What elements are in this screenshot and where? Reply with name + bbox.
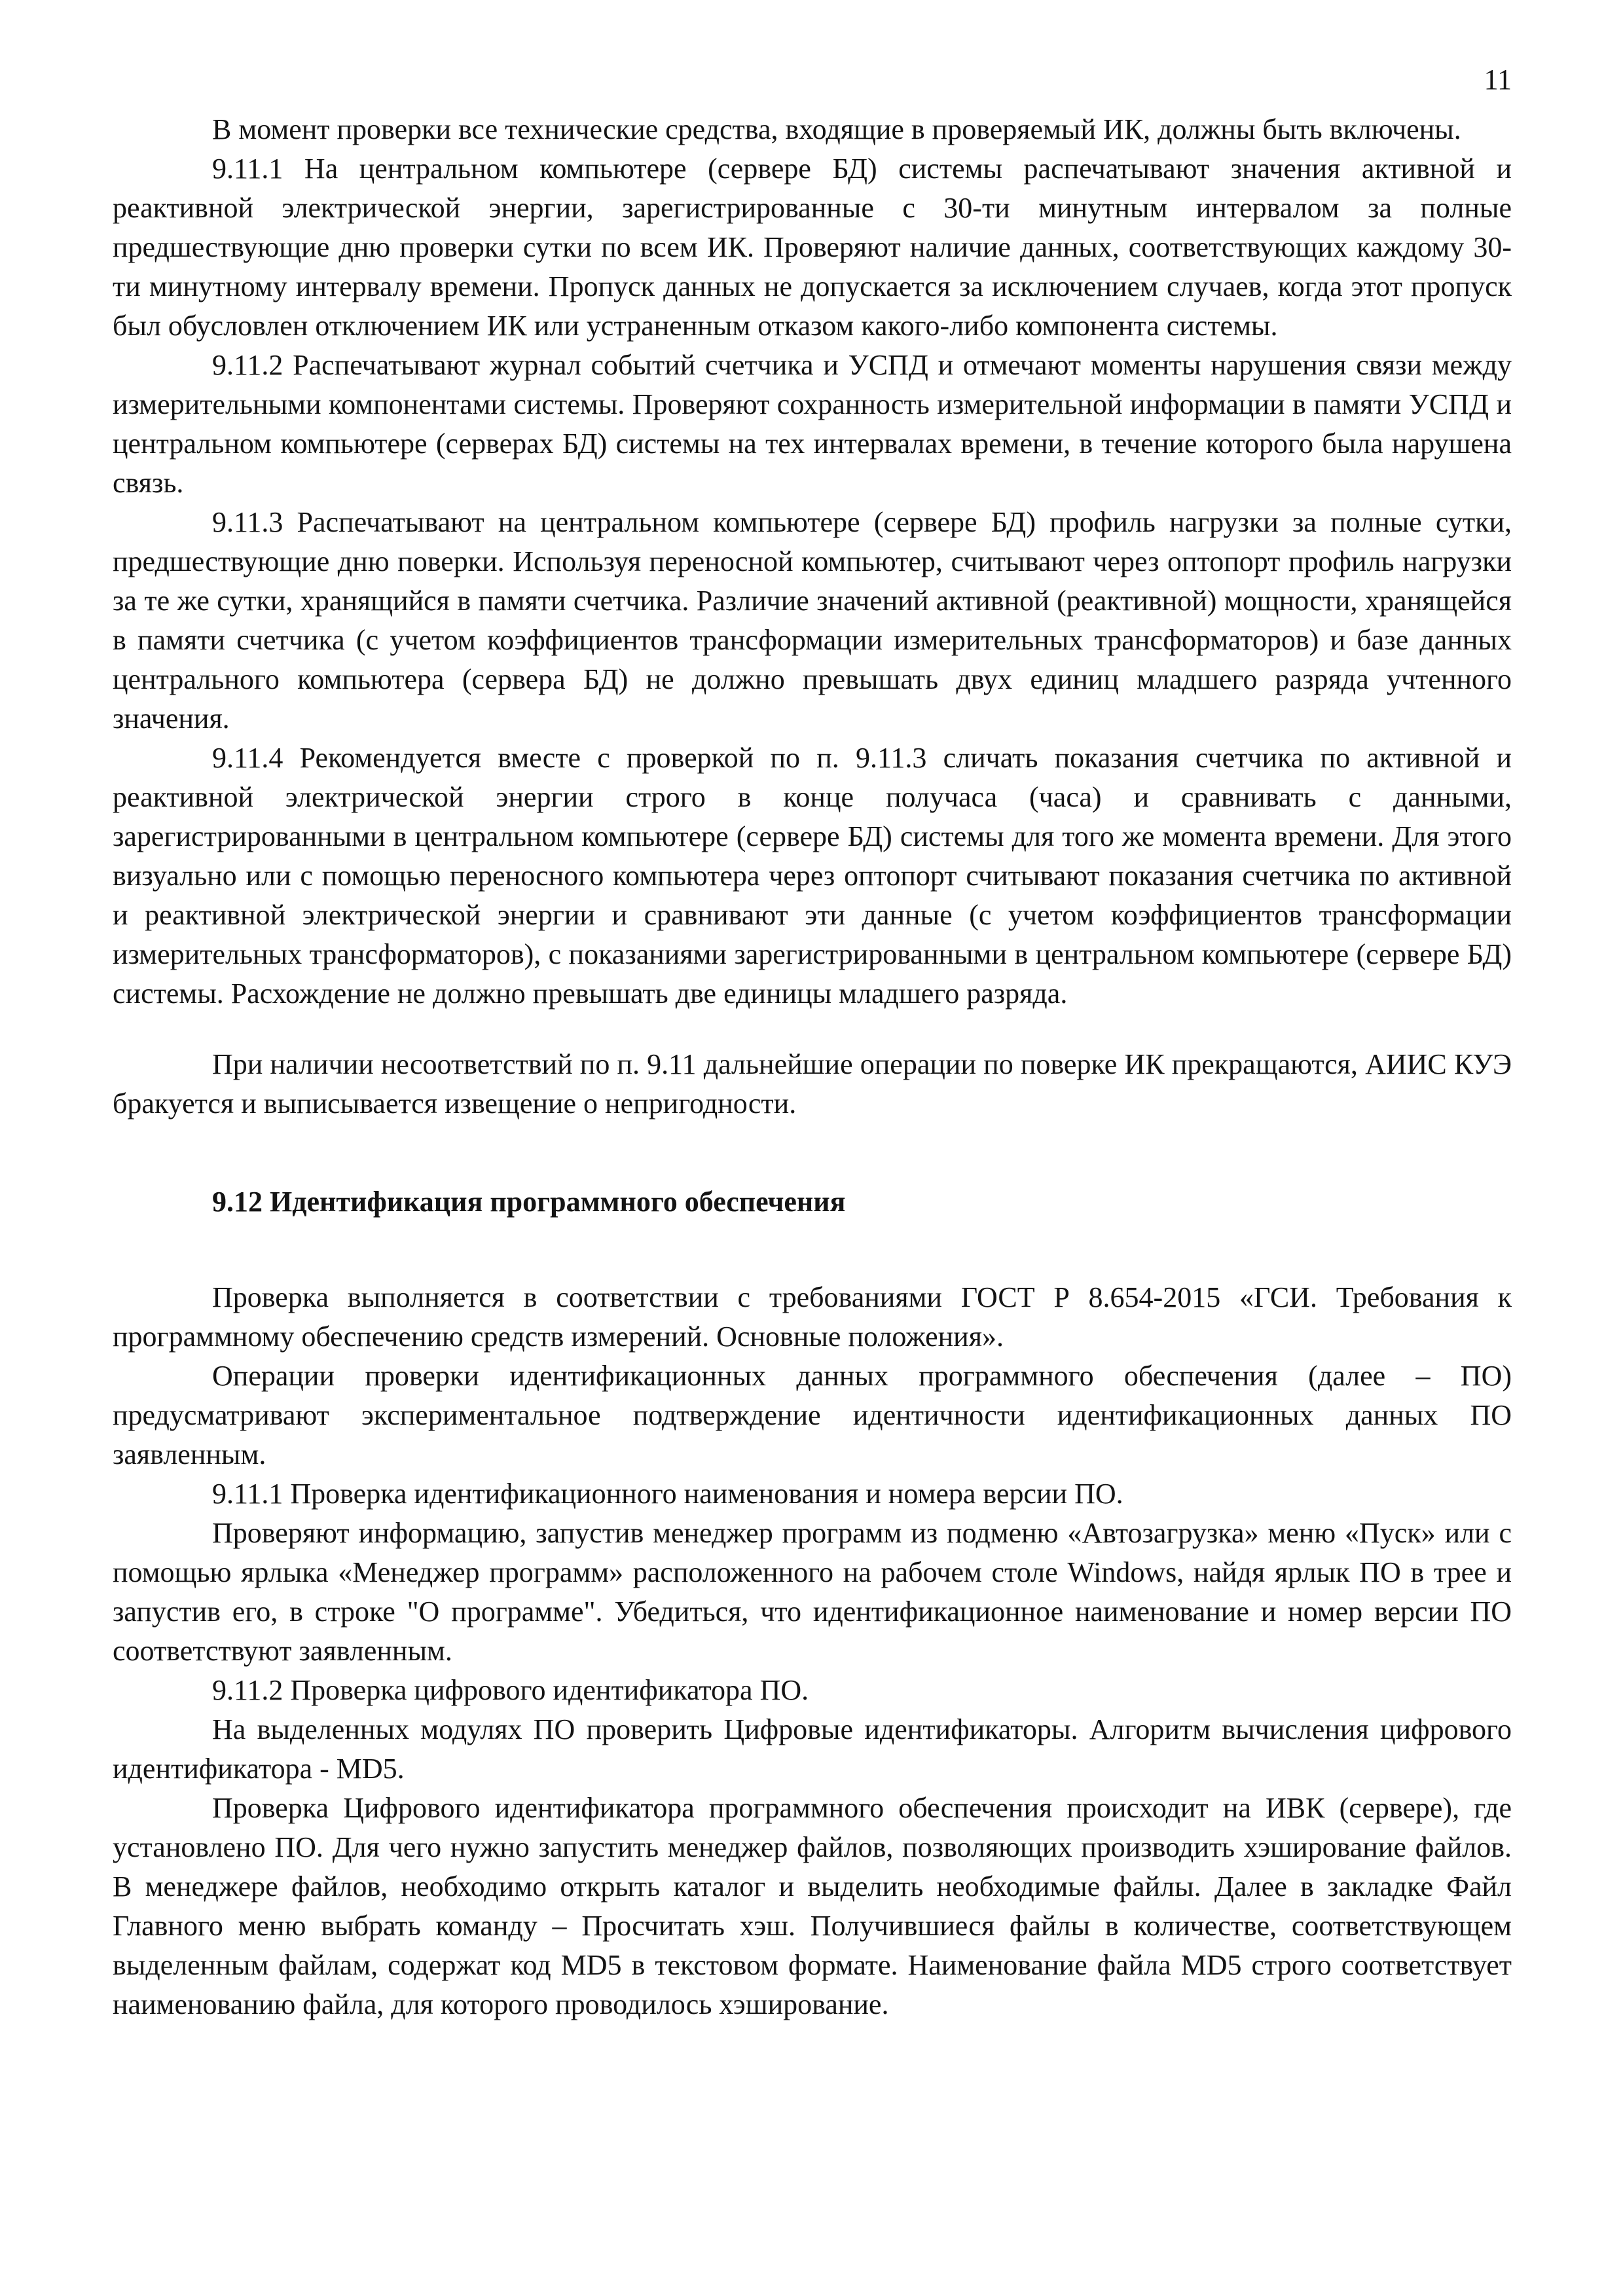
paragraph-9-11-1: 9.11.1 На центральном компьютере (сервере БД) системы распечатывают значения активной и реактивной электрической энергии, зарегистрированные с 30-ти минутным интервалом за полные предшествующие дню проверки сутки по всем ИК. Проверяют наличие данных, соответствующих каждому 30-ти минутному интервалу времени. Пропуск данных не допускается за исключением случаев, когда этот пропуск был обусловлен отключением ИК или устраненным отказом какого-либо компонента системы.	[113, 153, 1512, 342]
paragraph-digital-id-check: 9.11.2 Проверка цифрового идентификатора ПО.	[212, 1674, 809, 1706]
paragraph-hash-procedure: Проверка Цифрового идентификатора программного обеспечения происходит на ИВК (сервере), где установлено ПО. Для чего нужно запустить менеджер файлов, позволяющих производить хэширование файлов. В менеджере файлов, необходимо открыть каталог и выделить необходимые файлы. Далее в закладке Файл Главного меню выбрать команду – Просчитать хэш. Получившиеся файлы в количестве, соответствующем выделенным файлам, содержат код MD5 в текстовом формате. Наименование файла MD5 строго соответствует наименованию файла, для которого проводилось хэширование.	[113, 1792, 1512, 2020]
paragraph-9-11-2: 9.11.2 Распечатывают журнал событий счетчика и УСПД и отмечают моменты нарушения связи между измерительными компонентами системы. Проверяют сохранность измерительной информации в памяти УСПД и центральном компьютере (серверах БД) системы на тех интервалах времени, в течение которого была нарушена связь.	[113, 349, 1512, 499]
page-number: 11	[1484, 64, 1512, 96]
paragraph-9-11-4: 9.11.4 Рекомендуется вместе с проверкой по п. 9.11.3 сличать показания счетчика по активной и реактивной электрической энергии строго в конце получаса (часа) и сравнивать с данными, зарегистрированными в центральном компьютере (сервере БД) системы для того же момента времени. Для этого визуально или с помощью переносного компьютера через оптопорт считывают показания счетчика по активной и реактивной электрической энергии и сравнивают эти данные (с учетом коэффициентов трансформации измерительных трансформаторов), с показаниями зарегистрированными в центральном компьютере (сервере БД) системы. Расхождение не должно превышать две единицы младшего разряда.	[113, 742, 1512, 1010]
paragraph-md5-algorithm: На выделенных модулях ПО проверить Цифровые идентификаторы. Алгоритм вычисления цифрового идентификатора - MD5.	[113, 1713, 1512, 1785]
paragraph-equipment-on: В момент проверки все технические средства, входящие в проверяемый ИК, должны быть включены.	[212, 113, 1461, 145]
paragraph-identification-operations: Операции проверки идентификационных данных программного обеспечения (далее – ПО) предусматривают экспериментальное подтверждение идентичности идентификационных данных ПО заявленным.	[113, 1360, 1512, 1470]
paragraph-gost-requirements: Проверка выполняется в соответствии с требованиями ГОСТ Р 8.654-2015 «ГСИ. Требования к программному обеспечению средств измерений. Основные положения».	[113, 1281, 1512, 1353]
paragraph-nonconformity: При наличии несоответствий по п. 9.11 дальнейшие операции по поверке ИК прекращаются, АИИС КУЭ бракуется и выписывается извещение о непригодности.	[113, 1048, 1512, 1120]
paragraph-9-11-3: 9.11.3 Распечатывают на центральном компьютере (сервере БД) профиль нагрузки за полные сутки, предшествующие дню поверки. Используя переносной компьютер, считывают через оптопорт профиль нагрузки за те же сутки, хранящийся в памяти счетчика. Различие значений активной (реактивной) мощности, хранящейся в памяти счетчика (с учетом коэффициентов трансформации измерительных трансформаторов) и базе данных центрального компьютера (сервера БД) не должно превышать двух единиц младшего разряда учтенного значения.	[113, 506, 1512, 735]
section-heading: 9.12 Идентификация программного обеспечения	[212, 1186, 846, 1218]
paragraph-name-version-check: 9.11.1 Проверка идентификационного наименования и номера версии ПО.	[212, 1478, 1123, 1510]
paragraph-program-manager: Проверяют информацию, запустив менеджер программ из подменю «Автозагрузка» меню «Пуск» или с помощью ярлыка «Менеджер программ» расположенного на рабочем столе Windows, найдя ярлык ПО в трее и запустив его, в строке "О программе". Убедиться, что идентификационное наименование и номер версии ПО соответствуют заявленным.	[113, 1517, 1512, 1667]
